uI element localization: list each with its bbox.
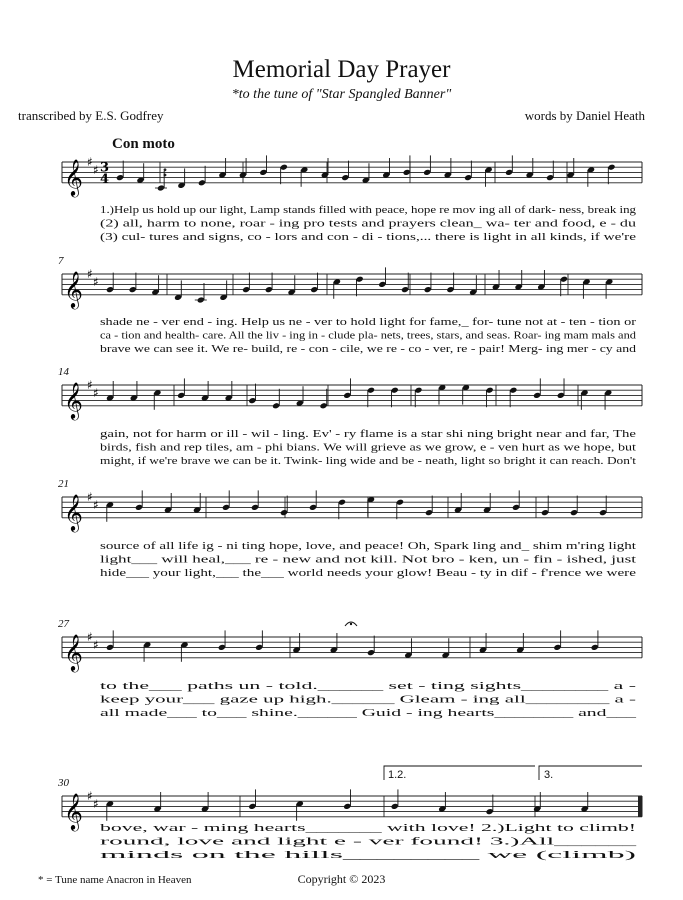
key-sharp: ♯ [87,789,93,803]
lyric-line: birds, fish and rep tiles, am - phi bians. We will grieve as we grow, e - ven hurt as we hope, but [100,442,637,454]
transcriber-credit: transcribed by E.S. Godfrey [18,108,164,123]
key-sharp: ♯ [93,385,99,400]
key-sharp: ♯ [87,630,93,644]
repeat-dot [164,168,167,171]
fermata-dot [350,623,352,625]
key-sharp: ♯ [93,796,99,811]
lyric-line: gain, not for harm or ill - wil - ling. Ev' - ry flame is a star shi ning bright near and far, The [100,429,637,440]
lyric-line: keep your___ gaze up high.______ Gleam - ing all________ a - [100,694,637,706]
key-sharp: ♯ [87,267,93,281]
lyric-line: round, love and light e - ver found! 3.)All______ [100,836,638,848]
lyric-line: to the___ paths un - told.______ set - ting sights________ a - [100,681,638,692]
lyricist-credit: words by Daniel Heath [524,108,645,123]
treble-clef: 𝄞 [64,632,83,671]
volta-label: 3. [544,769,554,781]
page-title: Memorial Day Prayer [232,56,451,83]
final-barline [638,796,642,817]
lyric-line: brave we can see it. We re- build, re - con - cile, we re - co - ver, re - pair! Merg- ing mer - cy and [100,344,637,355]
volta-label: 1.2. [388,769,407,781]
lyric-line: hide___ your light,___ the___ world needs your glow! Beau - ty in dif - f'rence we were [100,568,637,579]
volta-bracket [384,766,535,780]
key-sharp: ♯ [93,637,99,652]
lyric-line: bove, war - ming hearts_______ with love! 2.)Light to climb! [100,823,636,834]
time-signature-bottom: 4 [100,171,110,187]
copyright: Copyright © 2023 [297,872,386,886]
treble-clef: 𝄞 [64,380,83,419]
lyric-line: 1.)Help us hold up our light, Lamp stands filled with peace, hope re mov ing all of dark- ness, break ing [100,205,637,216]
key-sharp: ♯ [87,378,93,392]
measure-number: 21 [58,478,69,490]
footnote: * = Tune name Anacron in Heaven [38,874,192,886]
time-signature-top: 3 [100,160,110,176]
lyric-line: light___ will heal,___ re - new and not kill. Not bro - ken, un - fin - ished, just [100,554,637,566]
treble-clef: 𝄞 [64,157,83,196]
treble-clef: 𝄞 [64,492,83,531]
subtitle: *to the tune of "Star Spangled Banner" [231,87,452,102]
key-sharp: ♯ [93,274,99,289]
measure-number: 30 [58,777,69,789]
lyric-line: ca - tion and health- care. All the liv - ing in - clude pla- nets, trees, stars, and seas. Roar- ing mam mals and [100,330,637,342]
tempo-marking: Con moto [112,136,175,152]
key-sharp: ♯ [87,155,93,169]
volta-bracket [539,766,642,780]
measure-number: 7 [58,255,64,267]
treble-clef: 𝄞 [64,791,83,830]
lyric-line: source of all life ig - ni ting hope, love, and peace! Oh, Spark ling and_ shim m'ring light [100,541,637,552]
key-sharp: ♯ [93,162,99,177]
lyric-line: (3) cul- tures and signs, co - lors and con - di - tions,... there is light in all kinds, if we're [100,232,637,243]
lyric-line: might, if we're brave we can be it. Twink- ling wide and be - neath, light so bright it can reach. Don't [100,456,637,467]
measure-number: 14 [58,366,69,378]
key-sharp: ♯ [87,490,93,504]
lyric-line: all made___ to___ shine.______ Guid - ing hearts________ and___ [100,708,638,719]
treble-clef: 𝄞 [64,269,83,308]
measure-number: 27 [58,618,69,630]
lyric-line: minds on the hills________ we (climb) [100,850,638,861]
lyric-line: (2) all, harm to none, roar - ing pro tests and prayers clean_ wa- ter and food, e - du [100,218,638,230]
key-sharp: ♯ [93,497,99,512]
lyric-line: shade ne - ver end - ing. Help us ne - ver to hold light for fame,_ for- tune not at - ten - tion or [100,317,637,328]
